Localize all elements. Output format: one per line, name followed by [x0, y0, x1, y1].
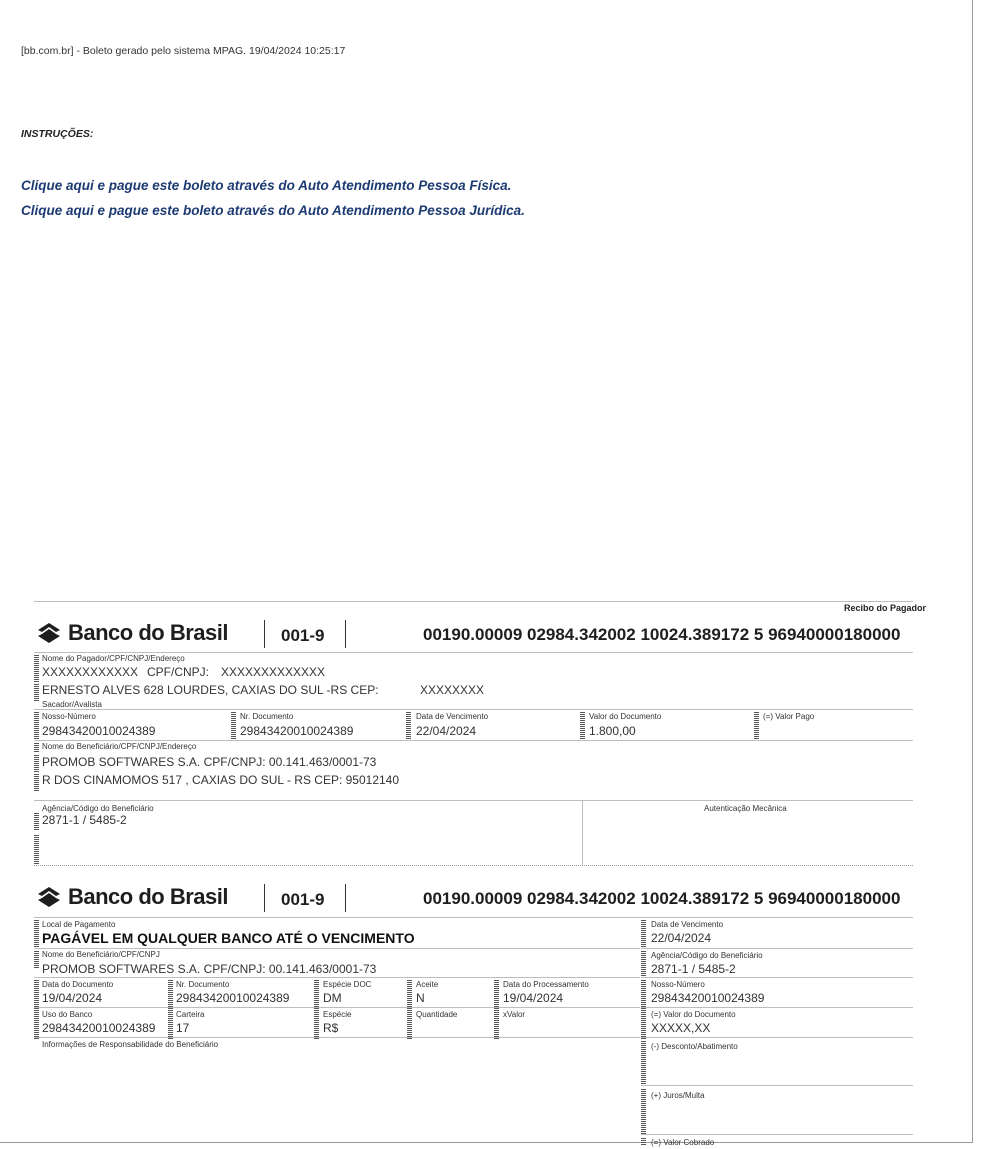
- ficha-rule: [641, 948, 913, 949]
- autenticacao-label: Autenticação Mecânica: [704, 804, 787, 813]
- nosso-numero-label: Nosso-Número: [651, 980, 705, 989]
- informacoes-label: Informações de Responsabilidade do Beneficiário: [42, 1040, 219, 1049]
- field-marker: [34, 654, 39, 664]
- vencimento: 22/04/2024: [416, 724, 477, 738]
- banco-do-brasil-logo-icon: [36, 622, 62, 644]
- field-marker: [406, 711, 411, 741]
- especie-doc: DM: [323, 991, 342, 1005]
- data-processamento: 19/04/2024: [503, 991, 564, 1005]
- recibo-header-rule: [34, 652, 913, 653]
- xvalor-label: xValor: [503, 1010, 526, 1019]
- nr-documento: 29843420010024389: [176, 991, 290, 1005]
- field-marker: [34, 683, 39, 701]
- field-marker: [34, 773, 39, 791]
- field-marker: [168, 1009, 173, 1039]
- uso-banco: 29843420010024389: [42, 1021, 156, 1035]
- field-marker: [34, 711, 39, 741]
- field-marker: [494, 979, 499, 1009]
- ficha-rule: [641, 977, 913, 978]
- data-documento: 19/04/2024: [42, 991, 103, 1005]
- vencimento-label: Data de Vencimento: [651, 920, 724, 929]
- pagador-name: XXXXXXXXXXXX: [42, 665, 139, 679]
- agencia-label: Agência/Código do Beneficiário: [651, 951, 763, 960]
- logo-separator: [264, 884, 265, 912]
- especie: R$: [323, 1021, 339, 1035]
- field-marker: [641, 979, 646, 1009]
- valor-documento: 1.800,00: [589, 724, 636, 738]
- field-marker: [34, 742, 39, 752]
- ficha-rule: [34, 977, 640, 978]
- agencia: 2871-1 / 5485-2: [42, 813, 127, 827]
- recibo-top-rule: [34, 601, 913, 602]
- ficha-header-rule: [34, 917, 913, 918]
- ficha-rule: [34, 948, 640, 949]
- field-marker: [314, 979, 319, 1009]
- especie-label: Espécie: [323, 1010, 352, 1019]
- nosso-numero-label: Nosso-Número: [42, 712, 96, 721]
- linha-digitavel: 00190.00009 02984.342002 10024.389172 5 96940000180000: [423, 625, 901, 644]
- pagador-doc: XXXXXXXXXXXXX: [221, 665, 326, 679]
- field-marker: [34, 950, 39, 968]
- recibo-rule: [34, 709, 913, 710]
- valor-documento: XXXXX,XX: [651, 1021, 711, 1035]
- field-marker: [34, 812, 39, 830]
- link-pay-pessoa-juridica[interactable]: Clique aqui e pague este boleto através do Auto Atendimento Pessoa Jurídica.: [21, 203, 525, 218]
- recibo-rule: [34, 800, 913, 801]
- field-marker: [580, 711, 585, 741]
- bank-logo: [36, 620, 228, 646]
- nr-documento: 29843420010024389: [240, 724, 354, 738]
- field-marker: [34, 664, 39, 682]
- beneficiario: PROMOB SOFTWARES S.A. CPF/CNPJ: 00.141.463/0001-73: [42, 962, 377, 976]
- field-marker: [754, 711, 759, 741]
- field-marker: [34, 1009, 39, 1039]
- pagador-doc-label: CPF/CNPJ:: [147, 665, 210, 679]
- aceite: N: [416, 991, 425, 1005]
- beneficiario-address: R DOS CINAMOMOS 517 , CAXIAS DO SUL - RS CEP: 95012140: [42, 773, 400, 787]
- recibo-title: Recibo do Pagador: [843, 603, 926, 613]
- nosso-numero: 29843420010024389: [651, 991, 765, 1005]
- ficha-rule: [34, 1037, 640, 1038]
- valor-documento-label: Valor do Documento: [589, 712, 662, 721]
- linha-digitavel: 00190.00009 02984.342002 10024.389172 5 96940000180000: [423, 889, 901, 908]
- field-marker: [34, 919, 39, 949]
- agencia-label: Agência/Código do Beneficiário: [42, 804, 154, 813]
- bank-code: 001-9: [281, 626, 325, 645]
- local-pagamento: PAGÁVEL EM QUALQUER BANCO ATÉ O VENCIMENTO: [42, 930, 415, 946]
- especie-doc-label: Espécie DOC: [323, 980, 372, 989]
- recibo-vrule: [582, 800, 583, 865]
- field-marker: [641, 1040, 646, 1084]
- valor-documento-label: (=) Valor do Documento: [651, 1010, 736, 1019]
- ficha-rule: [641, 1085, 913, 1086]
- field-marker: [641, 919, 646, 949]
- nr-documento-label: Nr. Documento: [176, 980, 230, 989]
- local-label: Local de Pagamento: [42, 920, 116, 929]
- valor-pago-label: (=) Valor Pago: [763, 712, 815, 721]
- ficha-rule: [641, 1037, 913, 1038]
- data-documento-label: Data do Documento: [42, 980, 114, 989]
- logo-separator: [264, 620, 265, 648]
- field-marker: [34, 754, 39, 772]
- field-marker: [168, 979, 173, 1009]
- vencimento-label: Data de Vencimento: [416, 712, 489, 721]
- ficha-rule: [641, 1134, 913, 1135]
- nr-documento-label: Nr. Documento: [240, 712, 294, 721]
- bank-name: Banco do Brasil: [68, 884, 229, 909]
- field-marker: [641, 950, 646, 980]
- bank-logo: [36, 884, 228, 910]
- agencia: 2871-1 / 5485-2: [651, 962, 736, 976]
- pagador-cep: XXXXXXXX: [420, 683, 485, 697]
- field-marker: [34, 834, 39, 864]
- juros-label: (+) Juros/Multa: [651, 1091, 705, 1100]
- field-marker: [641, 1137, 646, 1145]
- valor-cobrado-label: (=) Valor Cobrado: [651, 1138, 715, 1147]
- field-marker: [641, 1009, 646, 1039]
- field-marker: [314, 1009, 319, 1039]
- bank-name: Banco do Brasil: [68, 620, 229, 645]
- ficha-rule: [34, 1007, 640, 1008]
- uso-banco-label: Uso do Banco: [42, 1010, 93, 1019]
- generation-header: [bb.com.br] - Boleto gerado pelo sistema MPAG. 19/04/2024 10:25:17: [21, 45, 346, 57]
- aceite-label: Aceite: [416, 980, 439, 989]
- beneficiario: PROMOB SOFTWARES S.A. CPF/CNPJ: 00.141.463/0001-73: [42, 755, 377, 769]
- field-marker: [34, 979, 39, 1009]
- code-separator: [345, 884, 346, 912]
- ficha-rule: [641, 1007, 913, 1008]
- field-marker: [231, 711, 236, 741]
- quantidade-label: Quantidade: [416, 1010, 458, 1019]
- pagador-label: Nome do Pagador/CPF/CNPJ/Endereço: [42, 654, 185, 663]
- data-processamento-label: Data do Processamento: [503, 980, 589, 989]
- sacador-label: Sacador/Avalista: [42, 700, 102, 709]
- code-separator: [345, 620, 346, 648]
- desconto-label: (-) Desconto/Abatimento: [651, 1042, 738, 1051]
- bank-code: 001-9: [281, 890, 325, 909]
- beneficiario-label: Nome do Beneficiário/CPF/CNPJ: [42, 950, 160, 959]
- pagador-address: ERNESTO ALVES 628 LOURDES, CAXIAS DO SUL -RS CEP:: [42, 683, 379, 697]
- recibo-rule: [34, 740, 913, 741]
- instructions-title: INSTRUÇÕES:: [21, 128, 94, 140]
- field-marker: [641, 1088, 646, 1134]
- field-marker: [494, 1009, 499, 1039]
- carteira: 17: [176, 1021, 190, 1035]
- field-marker: [407, 1009, 412, 1039]
- field-marker: [407, 979, 412, 1009]
- vencimento: 22/04/2024: [651, 931, 712, 945]
- beneficiario-label: Nome do Beneficiário/CPF/CNPJ/Endereço: [42, 742, 197, 751]
- cut-line: [34, 865, 913, 866]
- link-pay-pessoa-fisica[interactable]: Clique aqui e pague este boleto através do Auto Atendimento Pessoa Física.: [21, 178, 512, 193]
- nosso-numero: 29843420010024389: [42, 724, 156, 738]
- carteira-label: Carteira: [176, 1010, 205, 1019]
- banco-do-brasil-logo-icon: [36, 886, 62, 908]
